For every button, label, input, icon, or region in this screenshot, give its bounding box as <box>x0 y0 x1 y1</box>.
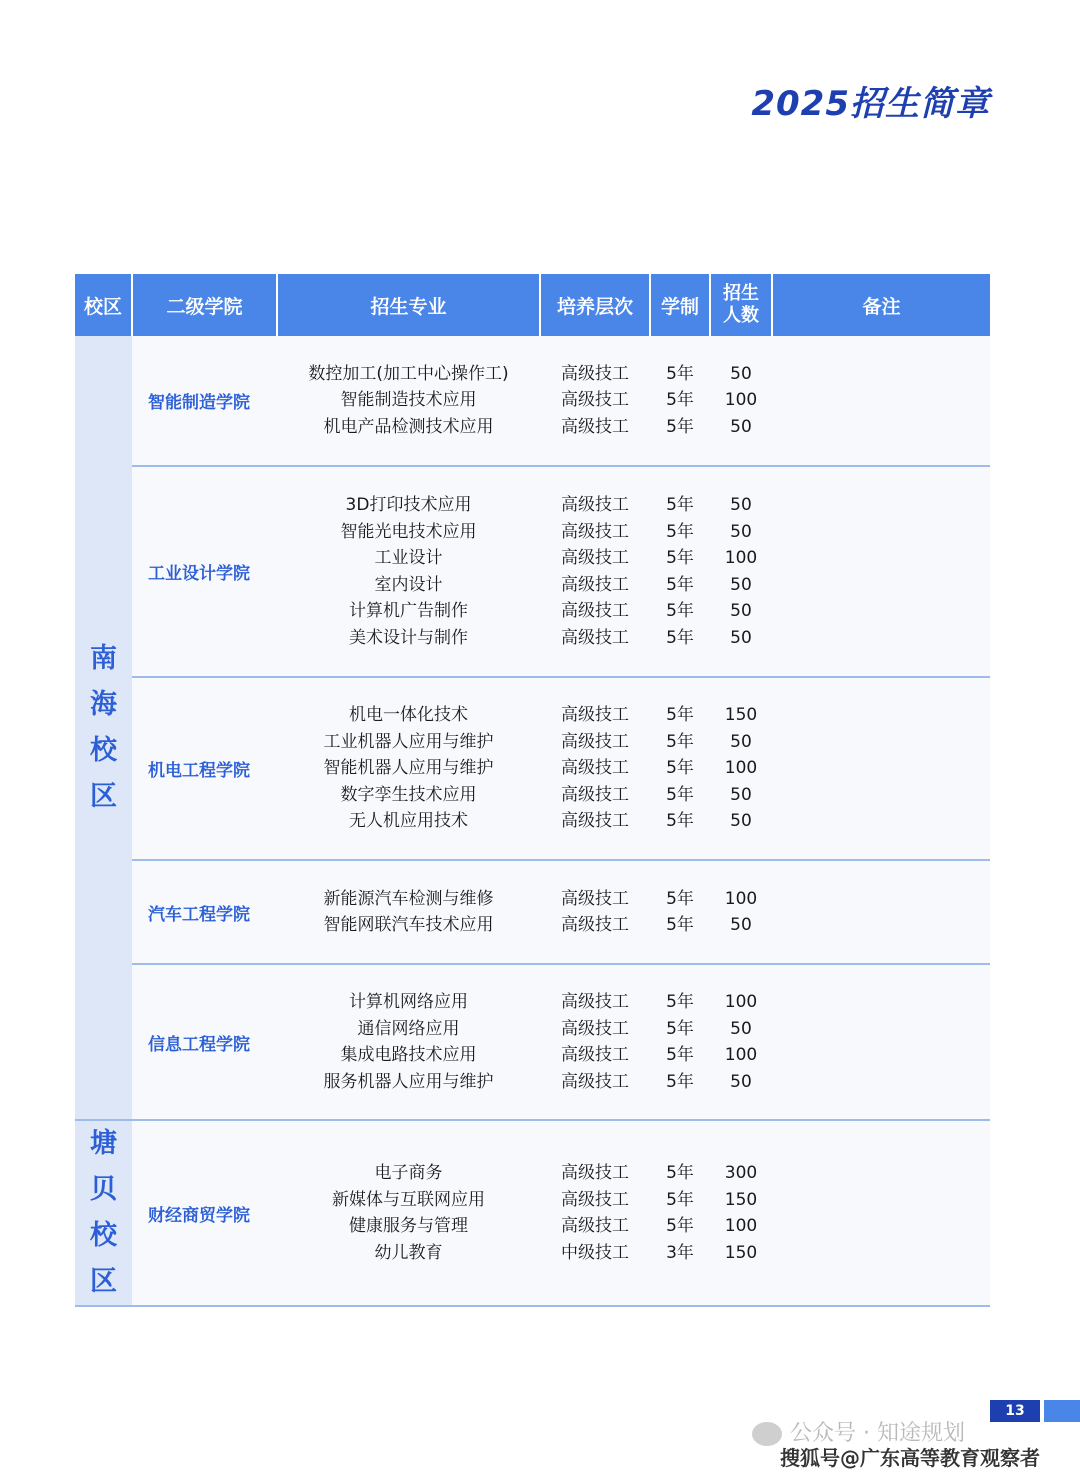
study-years: 5年 <box>666 1071 694 1092</box>
major-name: 集成电路技术应用 <box>340 1045 477 1065</box>
enrollment-count: 100 <box>724 390 758 411</box>
major-name: 计算机广告制作 <box>349 601 468 621</box>
training-level: 高级技工 <box>561 992 629 1012</box>
major-name: 机电一体化技术 <box>349 705 468 726</box>
college-row <box>75 677 990 860</box>
college-row <box>75 1120 990 1306</box>
header-level: 培养层次 <box>540 274 650 336</box>
enrollment-count: 50 <box>730 915 752 935</box>
study-years: 5年 <box>666 1018 694 1039</box>
major-name: 通信网络应用 <box>357 1018 460 1039</box>
page-number-bar <box>1044 1400 1080 1422</box>
training-level: 高级技工 <box>561 705 629 726</box>
enrollment-count: 50 <box>730 811 752 832</box>
major-name: 电子商务 <box>374 1163 443 1183</box>
college-name: 智能制造学院 <box>132 336 277 466</box>
header-notes: 备注 <box>772 274 990 336</box>
major-name: 智能机器人应用与维护 <box>323 758 494 779</box>
training-level: 高级技工 <box>561 548 629 568</box>
study-years: 5年 <box>666 363 694 384</box>
major-name: 智能制造技术应用 <box>340 390 477 411</box>
training-level: 高级技工 <box>561 758 629 779</box>
notes-cell <box>772 677 990 860</box>
college-name: 信息工程学院 <box>132 964 277 1120</box>
college-row <box>75 964 990 1120</box>
college-name: 财经商贸学院 <box>132 1120 277 1306</box>
major-name: 服务机器人应用与维护 <box>323 1071 494 1092</box>
major-name: 新媒体与互联网应用 <box>332 1189 485 1210</box>
study-years: 5年 <box>666 888 694 909</box>
enrollment-count: 150 <box>724 1242 758 1263</box>
training-level: 高级技工 <box>561 363 629 384</box>
enrollment-count: 150 <box>724 705 758 726</box>
enrollment-count: 50 <box>730 521 752 542</box>
enrollment-count: 50 <box>730 601 752 621</box>
enrollment-table <box>75 274 990 1307</box>
header-years: 学制 <box>650 274 710 336</box>
enrollment-count: 50 <box>730 731 752 752</box>
notes-cell <box>772 466 990 677</box>
training-level: 高级技工 <box>561 1189 629 1210</box>
training-level: 高级技工 <box>561 574 629 595</box>
college-name: 机电工程学院 <box>132 677 277 860</box>
enrollment-count: 50 <box>730 1018 752 1039</box>
training-level: 高级技工 <box>561 888 629 909</box>
major-name: 工业设计 <box>374 548 443 568</box>
major-name: 健康服务与管理 <box>349 1216 468 1236</box>
header-major: 招生专业 <box>277 274 540 336</box>
college-name: 工业设计学院 <box>132 466 277 677</box>
notes-cell <box>772 964 990 1120</box>
header-count: 招生人数 <box>710 274 772 336</box>
study-years: 5年 <box>666 390 694 411</box>
training-level: 高级技工 <box>561 416 629 437</box>
enrollment-count: 150 <box>724 1189 758 1210</box>
study-years: 5年 <box>666 1216 694 1236</box>
training-level: 高级技工 <box>561 1071 629 1092</box>
study-years: 5年 <box>666 705 694 726</box>
training-level: 高级技工 <box>561 811 629 832</box>
study-years: 5年 <box>666 811 694 832</box>
header-campus: 校区 <box>75 274 132 336</box>
study-years: 5年 <box>666 495 694 515</box>
study-years: 5年 <box>666 758 694 779</box>
enrollment-count: 50 <box>730 495 752 515</box>
college-row <box>75 336 990 466</box>
study-years: 5年 <box>666 416 694 437</box>
study-years: 3年 <box>666 1242 694 1263</box>
study-years: 5年 <box>666 1163 694 1183</box>
enrollment-count: 50 <box>730 627 752 648</box>
major-name: 机电产品检测技术应用 <box>323 416 494 437</box>
notes-cell <box>772 1120 990 1306</box>
study-years: 5年 <box>666 548 694 568</box>
table-header-row <box>75 274 990 336</box>
major-name: 无人机应用技术 <box>349 811 468 832</box>
enrollment-count: 50 <box>730 574 752 595</box>
major-name: 智能光电技术应用 <box>340 521 477 542</box>
wechat-icon <box>752 1422 782 1446</box>
training-level: 高级技工 <box>561 731 629 752</box>
page-number: 13 <box>990 1400 1040 1422</box>
training-level: 高级技工 <box>561 1045 629 1065</box>
study-years: 5年 <box>666 784 694 805</box>
training-level: 高级技工 <box>561 1163 629 1183</box>
study-years: 5年 <box>666 992 694 1012</box>
major-name: 智能网联汽车技术应用 <box>323 915 494 935</box>
major-name: 室内设计 <box>374 574 443 595</box>
major-name: 美术设计与制作 <box>349 627 468 648</box>
enrollment-count: 100 <box>724 548 758 568</box>
training-level: 高级技工 <box>561 390 629 411</box>
training-level: 高级技工 <box>561 784 629 805</box>
enrollment-count: 100 <box>724 1045 758 1065</box>
training-level: 高级技工 <box>561 601 629 621</box>
enrollment-count: 50 <box>730 784 752 805</box>
college-row <box>75 466 990 677</box>
enrollment-count: 300 <box>724 1163 758 1183</box>
enrollment-count: 100 <box>724 758 758 779</box>
major-name: 计算机网络应用 <box>349 992 468 1012</box>
major-name: 新能源汽车检测与维修 <box>323 888 494 909</box>
study-years: 5年 <box>666 915 694 935</box>
study-years: 5年 <box>666 521 694 542</box>
major-name: 3D打印技术应用 <box>345 495 472 515</box>
college-row <box>75 860 990 964</box>
study-years: 5年 <box>666 574 694 595</box>
study-years: 5年 <box>666 627 694 648</box>
training-level: 高级技工 <box>561 1018 629 1039</box>
major-name: 数字孪生技术应用 <box>340 784 477 805</box>
wechat-watermark-text: 公众号 · 知途规划 <box>790 1421 965 1446</box>
enrollment-count: 50 <box>730 363 752 384</box>
training-level: 高级技工 <box>561 1216 629 1236</box>
training-level: 高级技工 <box>561 495 629 515</box>
study-years: 5年 <box>666 1189 694 1210</box>
campus-name: 南海校区 <box>75 336 132 1120</box>
major-name: 工业机器人应用与维护 <box>323 731 494 752</box>
major-name: 幼儿教育 <box>374 1242 443 1263</box>
enrollment-count: 100 <box>724 1216 758 1236</box>
page-title: 2025招生简章 <box>751 84 990 124</box>
campus-name: 塘贝校区 <box>75 1120 132 1306</box>
training-level: 中级技工 <box>561 1242 629 1263</box>
training-level: 高级技工 <box>561 521 629 542</box>
enrollment-count: 100 <box>724 888 758 909</box>
training-level: 高级技工 <box>561 627 629 648</box>
enrollment-count: 50 <box>730 1071 752 1092</box>
notes-cell <box>772 336 990 466</box>
source-watermark: 搜狐号@广东高等教育观察者 <box>780 1446 1040 1470</box>
study-years: 5年 <box>666 731 694 752</box>
study-years: 5年 <box>666 1045 694 1065</box>
notes-cell <box>772 860 990 964</box>
training-level: 高级技工 <box>561 915 629 935</box>
enrollment-count: 100 <box>724 992 758 1012</box>
major-name: 数控加工(加工中心操作工) <box>308 363 509 384</box>
study-years: 5年 <box>666 601 694 621</box>
college-name: 汽车工程学院 <box>132 860 277 964</box>
enrollment-count: 50 <box>730 416 752 437</box>
header-college: 二级学院 <box>132 274 277 336</box>
